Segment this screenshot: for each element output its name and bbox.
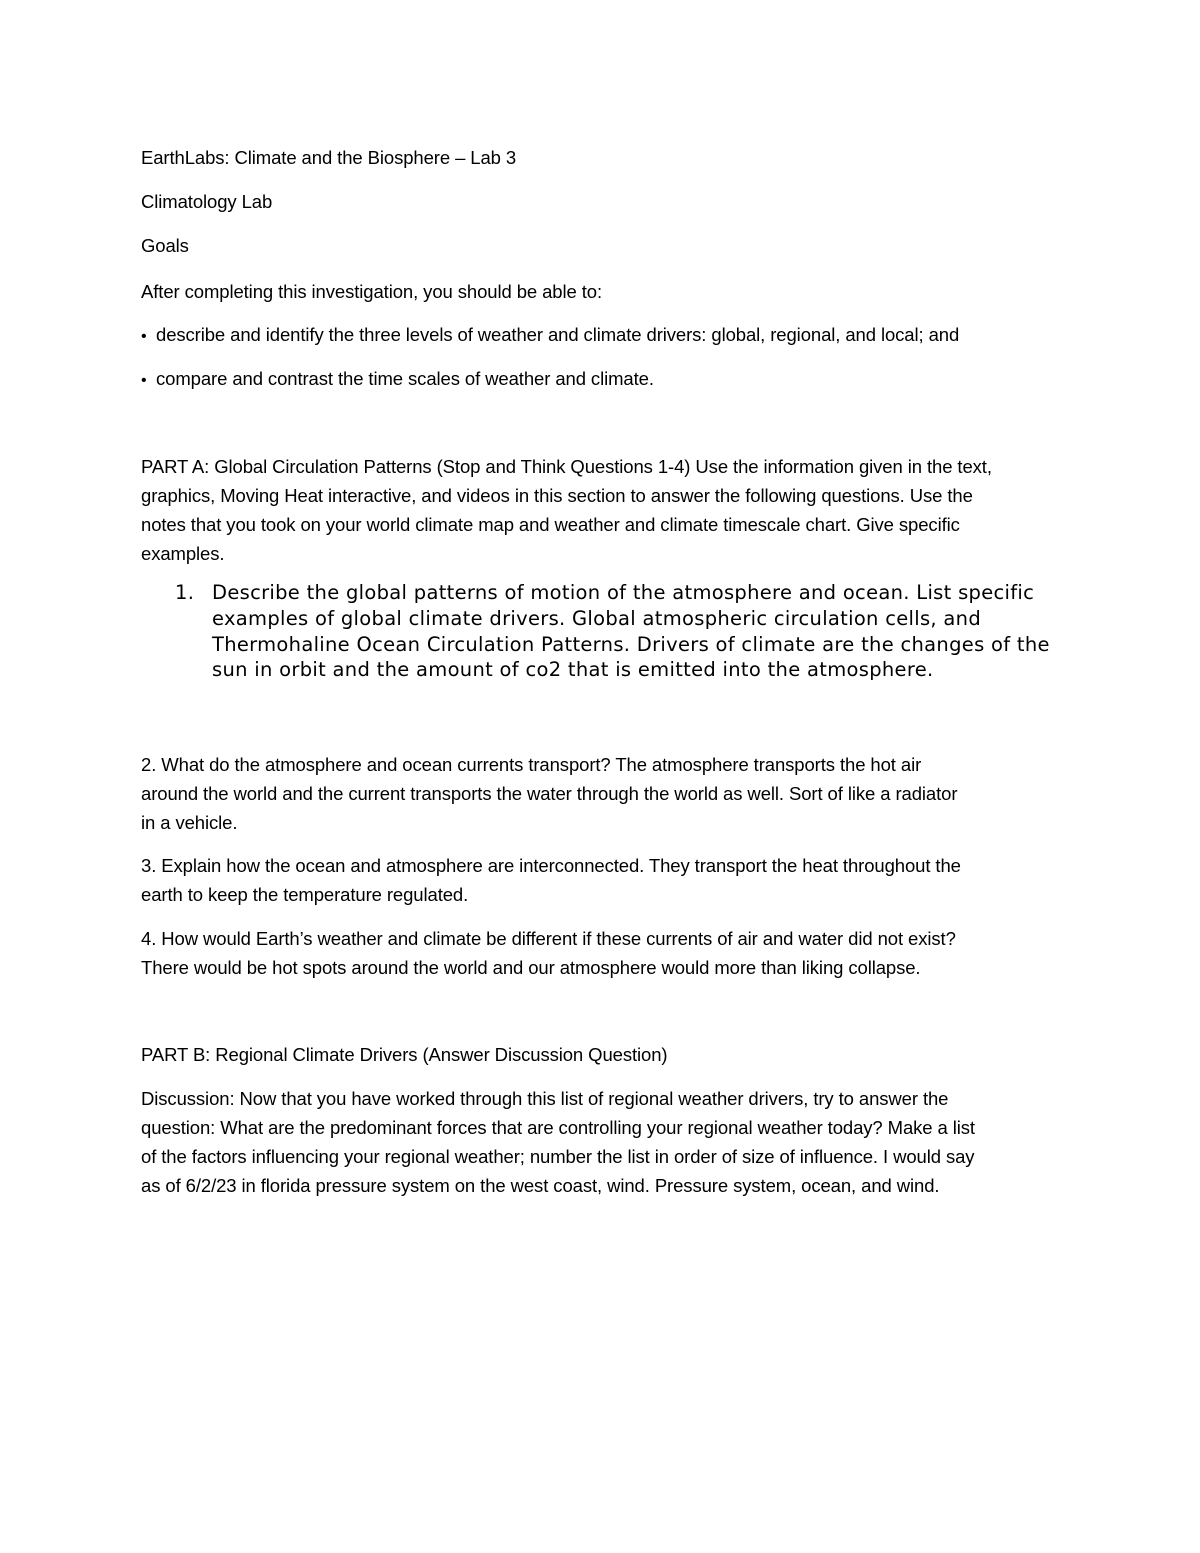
question-3-line: 3. Explain how the ocean and atmosphere are interconnected. They transport the heat throughout the xyxy=(141,855,961,876)
part-a-intro-line: examples. xyxy=(141,543,225,564)
question-2-line: in a vehicle. xyxy=(141,812,238,833)
goals-heading: Goals xyxy=(141,235,189,256)
question-2-line: around the world and the current transports the water through the world as well. Sort of like a radiator xyxy=(141,783,958,804)
part-a-intro-line: notes that you took on your world climate map and weather and climate timescale chart. Give specific xyxy=(141,514,960,535)
document-title: EarthLabs: Climate and the Biosphere – Lab 3 xyxy=(141,147,517,168)
discussion-line: of the factors influencing your regional weather; number the list in order of size of influence. I would say xyxy=(141,1146,975,1167)
question-4-line: 4. How would Earth’s weather and climate be different if these currents of air and water did not exist? xyxy=(141,928,956,949)
question-1 xyxy=(175,580,1075,683)
question-1-number: 1. xyxy=(175,581,195,604)
part-a-intro-line: graphics, Moving Heat interactive, and videos in this section to answer the following questions. Use the xyxy=(141,485,973,506)
bullet-icon: • xyxy=(141,328,147,345)
goal-item-1 xyxy=(141,320,959,351)
question-4-line: There would be hot spots around the world and our atmosphere would more than liking collapse. xyxy=(141,957,921,978)
discussion-line: as of 6/2/23 in florida pressure system on the west coast, wind. Pressure system, ocean, and wind. xyxy=(141,1175,940,1196)
document-subtitle: Climatology Lab xyxy=(141,191,273,212)
part-a-intro-line: PART A: Global Circulation Patterns (Stop and Think Questions 1-4) Use the information given in the text, xyxy=(141,456,992,477)
goal-text: compare and contrast the time scales of weather and climate. xyxy=(156,368,654,389)
goals-intro: After completing this investigation, you should be able to: xyxy=(141,281,602,302)
part-b-heading: PART B: Regional Climate Drivers (Answer Discussion Question) xyxy=(141,1044,668,1065)
discussion-line: question: What are the predominant forces that are controlling your regional weather today? Make a list xyxy=(141,1117,975,1138)
question-3-line: earth to keep the temperature regulated. xyxy=(141,884,469,905)
question-2-line: 2. What do the atmosphere and ocean currents transport? The atmosphere transports the hot air xyxy=(141,754,922,775)
goal-item-2 xyxy=(141,364,654,395)
discussion-line: Discussion: Now that you have worked through this list of regional weather drivers, try to answer the xyxy=(141,1088,949,1109)
goal-text: describe and identify the three levels of weather and climate drivers: global, regional, and local; and xyxy=(156,324,960,345)
bullet-icon: • xyxy=(141,372,147,389)
question-1-text: Describe the global patterns of motion of the atmosphere and ocean. List specific examples of global climate drivers. Global atmospheric circulation cells, and Thermohaline Ocean Circulation Patterns. Drivers of climate are the changes of the sun in orbit and the amount of co2 that is emitted into the atmosphere. xyxy=(212,581,1050,682)
